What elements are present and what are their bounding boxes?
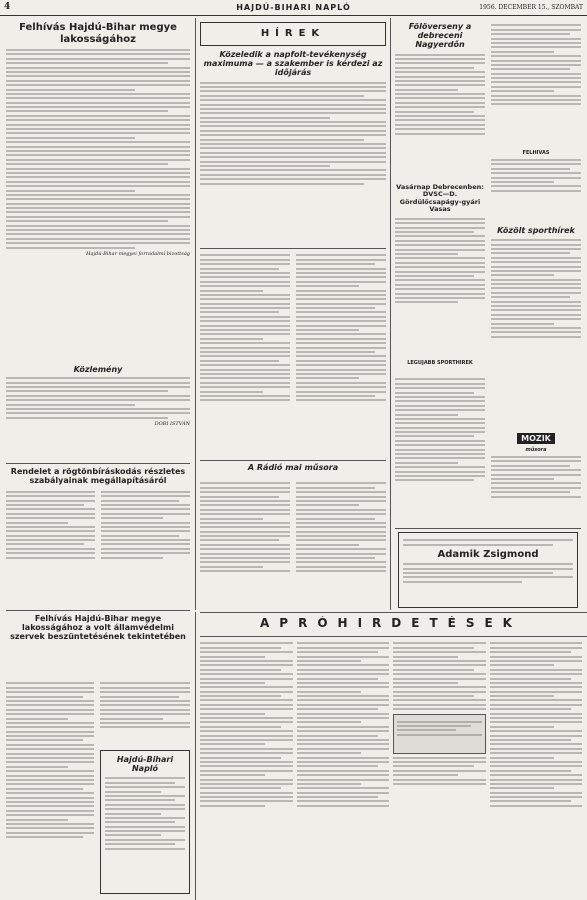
article-title: Rendelet a rögtönbíráskodás részletes szabályainak megállapításáról: [10, 467, 186, 486]
impresszum-box: [100, 750, 190, 894]
article-title: Vasárnap Debrecenben: DVSC—D. Gördülőcsapágy-gyári Vasas: [396, 184, 484, 214]
article-body: [395, 218, 485, 303]
radio-col-b: [296, 480, 386, 606]
article-kozlemeny: [6, 365, 190, 461]
article-title: Felhívás Hajdú-Bihar megye lakosságához a volt államvédelmi szervek beszüntetésének tekintetében: [10, 614, 186, 642]
column-rule: [195, 18, 196, 610]
classified-column: [297, 640, 390, 896]
article-title: Fölöverseny a debreceni Nagyerdőn: [408, 22, 472, 50]
article-body: [200, 254, 290, 401]
article-radio: [200, 463, 386, 475]
article-title: Felhívás Hajdú-Bihar megye lakosságához: [19, 22, 177, 45]
classifieds-area: [200, 640, 582, 896]
article-felhivas-2-body: [6, 680, 94, 894]
section-rule: [200, 460, 386, 461]
mozik-block: [491, 426, 581, 526]
article-felhivas: [6, 22, 190, 362]
article-body: [296, 482, 386, 572]
section-title: HÍREK: [260, 28, 326, 39]
masthead: [0, 0, 587, 16]
article-title: LEGÚJABB SPORTHÍREK: [407, 360, 473, 366]
issue-date: 1956. DECEMBER 15., SZOMBAT: [479, 4, 583, 11]
section-rule: [395, 528, 581, 529]
article-body: [101, 488, 190, 561]
article-title: Közölt sporthírek: [497, 226, 575, 235]
section-rule: [200, 248, 386, 249]
gyaszjelentes-name: Adamik Zsigmond: [437, 548, 539, 560]
classified-column: [393, 640, 486, 896]
article-legujabb: [395, 360, 485, 374]
article-body: [395, 378, 485, 481]
classified-column: [490, 640, 583, 896]
article-body: [100, 682, 190, 728]
newspaper-title: HAJDÚ-BIHARI NAPLÓ: [236, 3, 351, 12]
mozik-body: [491, 456, 581, 498]
mozik-subtitle: műsora: [525, 447, 547, 453]
article-title: A Rádió mai műsora: [247, 463, 339, 472]
classified-column: [200, 640, 293, 896]
article-hirek-col-b: [296, 252, 386, 458]
article-title: Közlemény: [73, 365, 123, 374]
article-foloverseny: [395, 22, 485, 180]
impresszum-title: Hajdú-Bihari Napló: [116, 755, 174, 774]
mozik-label: MOZIK: [517, 433, 555, 444]
article-body: [6, 682, 94, 838]
radio-col-a: [200, 480, 290, 606]
article-body: [491, 24, 581, 105]
aprohirdetesek-header: [200, 616, 582, 634]
gyaszjelentes-box: [398, 532, 578, 608]
article-hirek-col-a: [200, 252, 290, 458]
section-rule: [6, 463, 190, 464]
column-rule: [195, 612, 196, 900]
article-title: Közeledik a napfolt-tevékenység maximuma — a szakember is kérdezi az időjárás: [203, 50, 383, 78]
impresszum-body: [105, 777, 185, 849]
article-kozolt-sport: [491, 226, 581, 422]
section-title: APRÓHIRDETÉSEK: [260, 616, 522, 630]
gyaszjelentes-body: [403, 563, 573, 583]
section-rule: [200, 612, 587, 613]
article-body: [200, 482, 290, 572]
column-rule: [390, 18, 391, 610]
gyaszjelentes-intro: [403, 539, 573, 545]
article-signature: DOBI ISTVÁN: [154, 421, 190, 428]
section-rule: [200, 636, 587, 637]
article-felhivas-sport: [491, 150, 581, 222]
article-felhivas-2-body-b: [100, 680, 190, 746]
page-number: 4: [4, 2, 11, 12]
article-body: [6, 377, 190, 419]
article-body: [6, 488, 95, 561]
legujabb-body: [395, 376, 485, 526]
article-right-top: [491, 22, 581, 150]
article-hirek: [200, 50, 386, 246]
article-body: [200, 82, 386, 185]
article-body: [491, 239, 581, 338]
article-body: [6, 49, 190, 249]
section-rule: [6, 610, 190, 611]
article-rendelet: [6, 467, 190, 607]
classified-boxed-ad: [393, 714, 486, 754]
article-title: FELHÍVÁS: [522, 150, 550, 156]
hirek-header: [200, 22, 386, 46]
article-vasarnap: [395, 184, 485, 356]
article-felhivas-2: [6, 614, 190, 678]
article-body: [296, 254, 386, 401]
article-body: [491, 159, 581, 192]
article-signature: Hajdú-Bihar megyei forradalmi bizottság: [86, 250, 190, 257]
article-body: [395, 54, 485, 135]
